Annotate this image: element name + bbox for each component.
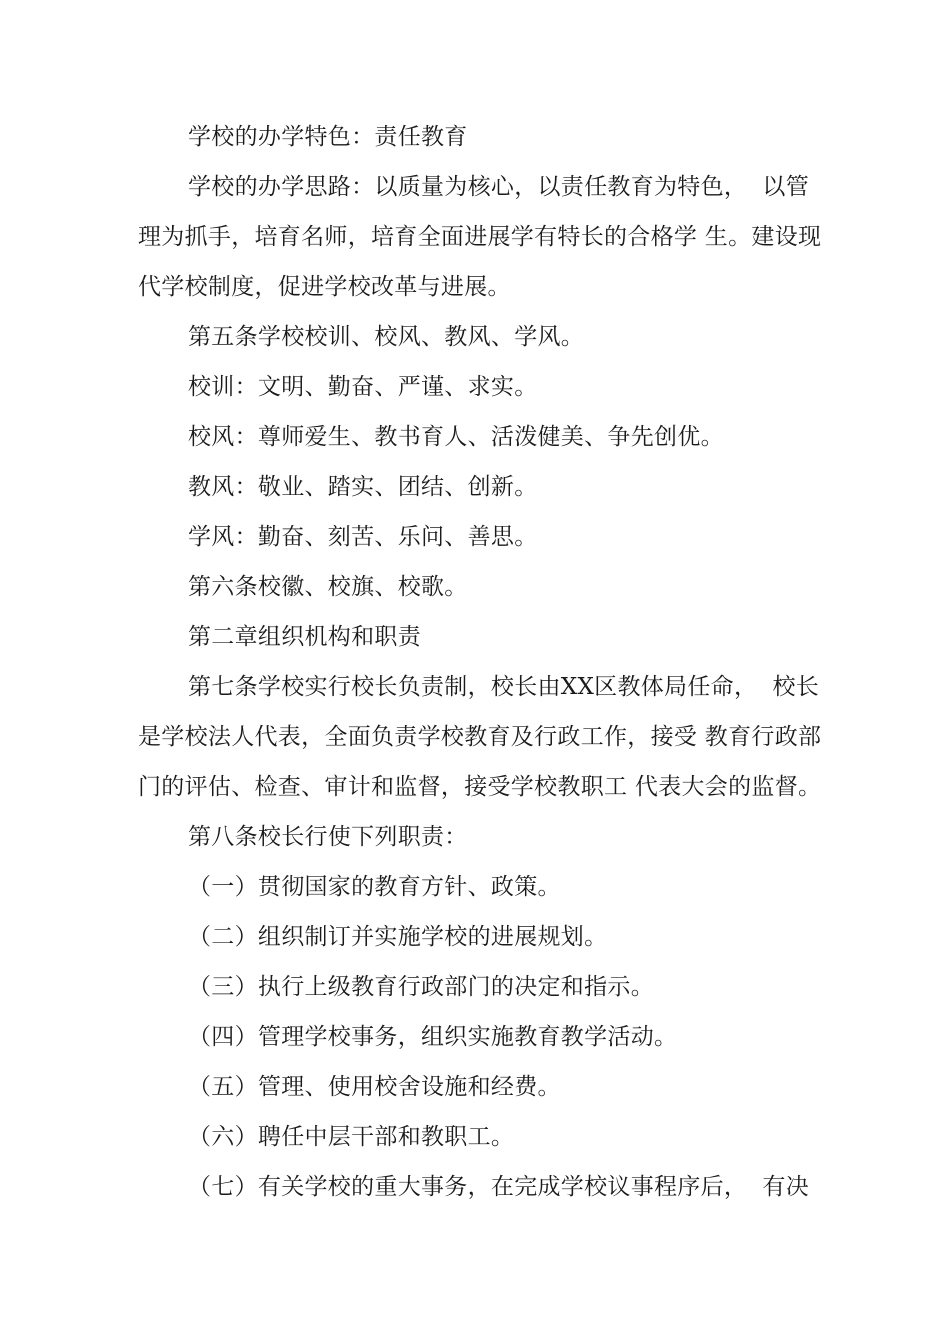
duty-item-4: （四）管理学校事务，组织实施教育教学活动。 <box>188 1024 678 1050</box>
article-7-line-1: 第七条学校实行校长负责制，校长由XX区教体局任命， 校长 <box>188 674 820 700</box>
article-7-line-2: 是学校法人代表，全面负责学校教育及行政工作，接受 教育行政部 <box>138 724 822 750</box>
paragraph-school-approach-line-3: 代学校制度，促进学校改革与进展。 <box>138 274 511 300</box>
duty-item-2: （二）组织制订并实施学校的进展规划。 <box>188 924 608 950</box>
paragraph-school-approach-line-1: 学校的办学思路：以质量为核心，以责任教育为特色， 以管 <box>188 174 810 200</box>
duty-item-7: （七）有关学校的重大事务，在完成学校议事程序后， 有决 <box>188 1174 810 1200</box>
school-motto: 校训：文明、勤奋、严谨、求实。 <box>188 374 538 400</box>
article-8-heading: 第八条校长行使下列职责： <box>188 824 468 850</box>
study-ethos: 学风：勤奋、刻苦、乐问、善思。 <box>188 524 538 550</box>
duty-item-3: （三）执行上级教育行政部门的决定和指示。 <box>188 974 654 1000</box>
paragraph-school-feature: 学校的办学特色：责任教育 <box>188 124 468 150</box>
duty-item-1: （一）贯彻国家的教育方针、政策。 <box>188 874 561 900</box>
duty-item-6: （六）聘任中层干部和教职工。 <box>188 1124 515 1150</box>
school-ethos: 校风：尊师爱生、教书育人、活泼健美、争先创优。 <box>188 424 724 450</box>
paragraph-school-approach-line-2: 理为抓手，培育名师，培育全面进展学有特长的合格学 生。建设现 <box>138 224 822 250</box>
article-5-heading: 第五条学校校训、校风、教风、学风。 <box>188 324 585 350</box>
chapter-2-heading: 第二章组织机构和职责 <box>188 624 421 650</box>
article-7-line-3: 门的评估、检查、审计和监督，接受学校教职工 代表大会的监督。 <box>138 774 822 800</box>
duty-item-5: （五）管理、使用校舍设施和经费。 <box>188 1074 561 1100</box>
teaching-ethos: 教风：敬业、踏实、团结、创新。 <box>188 474 538 500</box>
article-6-heading: 第六条校徽、校旗、校歌。 <box>188 574 468 600</box>
